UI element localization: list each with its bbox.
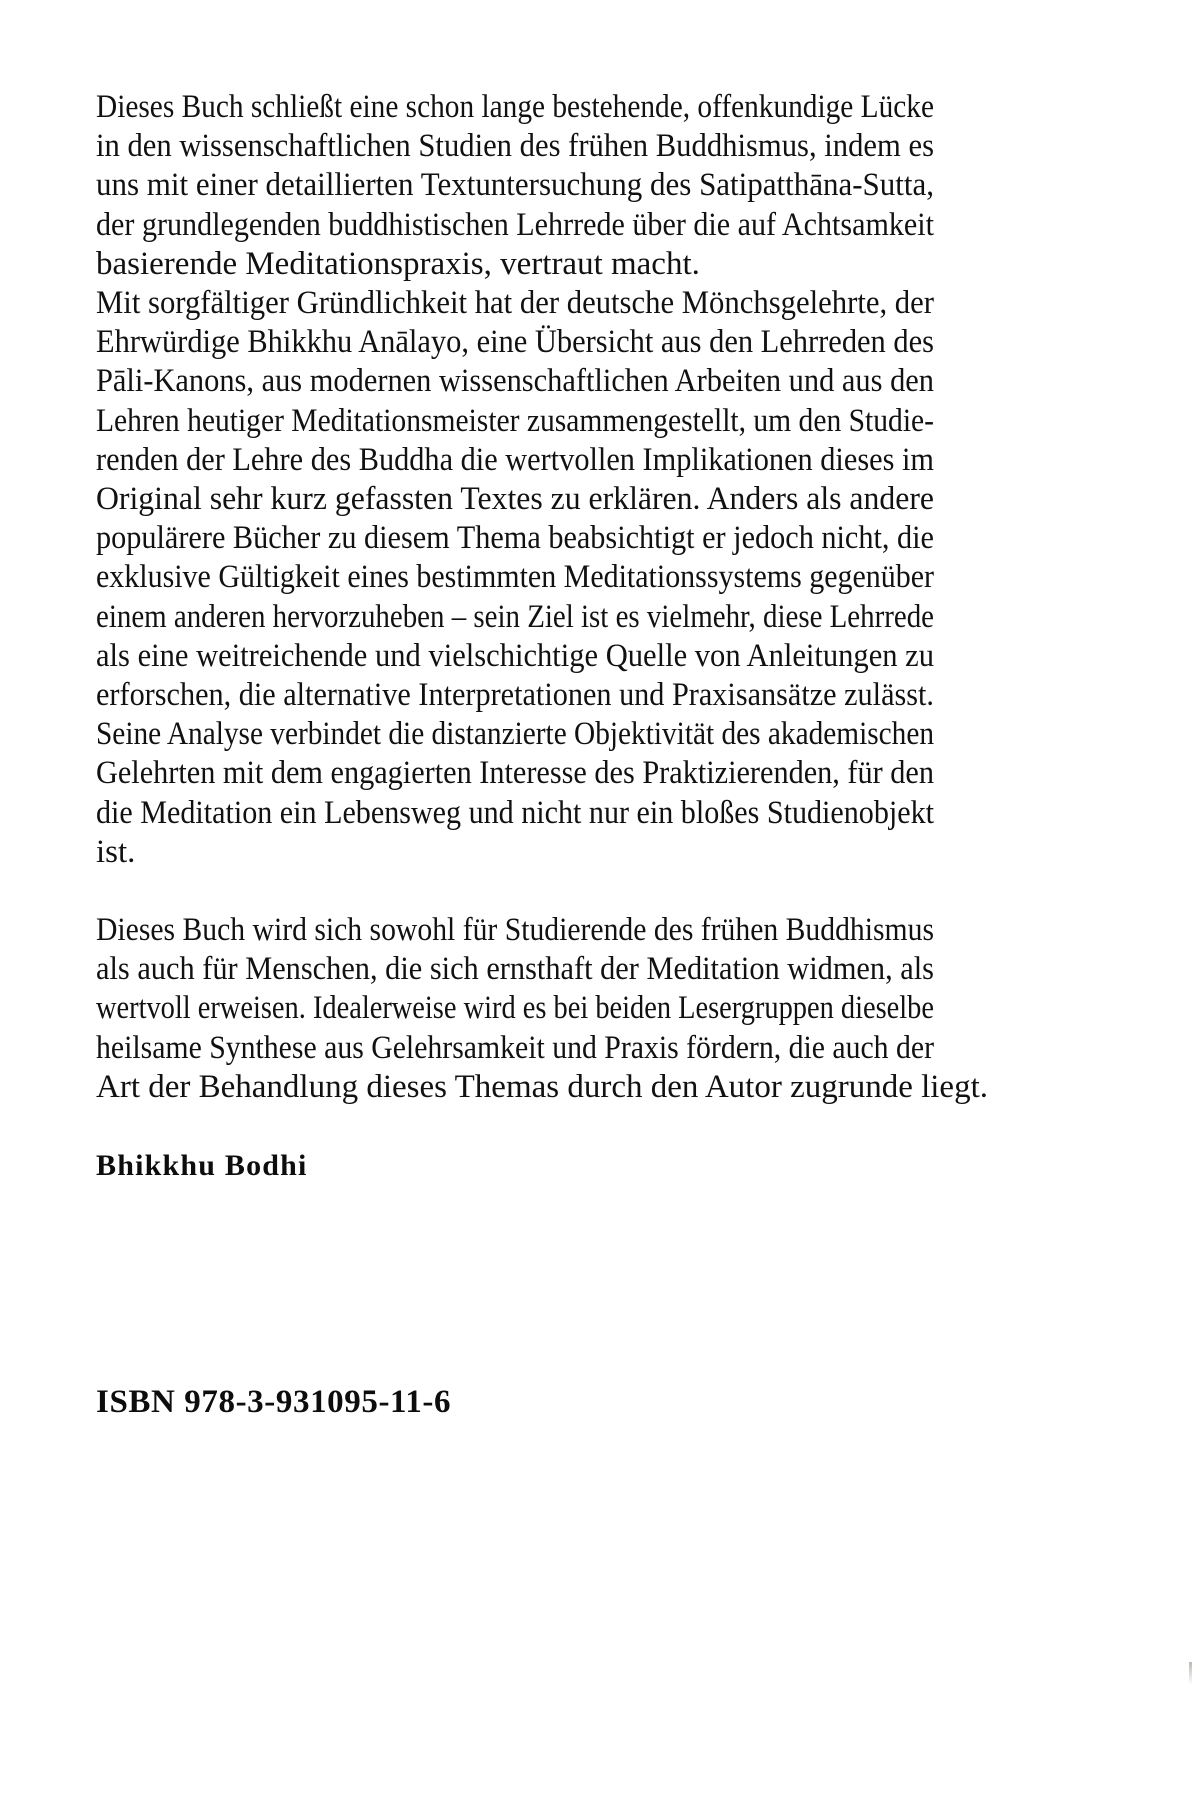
text-line: populärere Bücher zu diesem Thema beabsichtigt er jedoch nicht, die <box>96 520 934 557</box>
paragraph-group-two <box>96 911 988 1107</box>
text-line: der grundlegenden buddhistischen Lehrrede über die auf Achtsamkeit <box>96 206 934 243</box>
isbn-text: ISBN 978-3-931095-11-6 <box>96 1384 452 1420</box>
text-line: Ehrwürdige Bhikkhu Anālayo, eine Übersicht aus den Lehrreden des <box>96 324 934 361</box>
isbn-block <box>96 1382 934 1422</box>
text-line: basierende Meditationspraxis, vertraut macht. <box>96 245 700 282</box>
text-line: erforschen, die alternative Interpretationen und Praxisansätze zulässt. <box>96 677 934 714</box>
text-line: in den wissenschaftlichen Studien des frühen Buddhismus, indem es <box>96 128 934 165</box>
text-line: als eine weitreichende und vielschichtige Quelle von Anleitungen zu <box>96 637 934 674</box>
signature-spacer <box>96 1107 934 1146</box>
paragraph-group-one <box>96 88 934 872</box>
text-line: renden der Lehre des Buddha die wertvollen Implikationen dieses im <box>96 441 934 478</box>
page-edge-mark <box>1189 1662 1192 1684</box>
text-line: Original sehr kurz gefassten Textes zu erklären. Anders als andere <box>96 481 934 518</box>
text-line: wertvoll erweisen. Idealerweise wird es bei beiden Lesergruppen dieselbe <box>96 990 934 1027</box>
text-line: Dieses Buch wird sich sowohl für Studierende des frühen Buddhismus <box>96 912 934 949</box>
text-line: heilsame Synthese aus Gelehrsamkeit und Praxis fördern, die auch der <box>96 1029 934 1066</box>
text-line: Seine Analyse verbindet die distanzierte Objektivität des akademischen <box>96 716 934 753</box>
text-line: Mit sorgfältiger Gründlichkeit hat der deutsche Mönchsgelehrte, der <box>96 285 934 322</box>
text-line: einem anderen hervorzuheben – sein Ziel ist es vielmehr, diese Lehrrede <box>96 598 934 635</box>
text-line: die Meditation ein Lebensweg und nicht nur ein bloßes Studienobjekt <box>96 794 934 831</box>
text-line: ist. <box>96 833 136 870</box>
text-line: als auch für Menschen, die sich ernsthaft der Meditation widmen, als <box>96 951 934 988</box>
text-line: Art der Behandlung dieses Themas durch den Autor zugrunde liegt. <box>96 1068 988 1105</box>
paragraph-spacer <box>96 872 934 911</box>
author-signature: Bhikkhu Bodhi <box>96 1149 308 1183</box>
text-line: exklusive Gültigkeit eines bestimmten Meditationssystems gegenüber <box>96 559 934 596</box>
text-line: Gelehrten mit dem engagierten Interesse des Praktizierenden, für den <box>96 755 934 792</box>
text-line: Lehren heutiger Meditationsmeister zusammengestellt, um den Studie- <box>96 402 934 439</box>
blurb-text-block <box>96 88 988 1185</box>
text-line: uns mit einer detaillierten Textuntersuchung des Satipatthāna-Sutta, <box>96 167 934 204</box>
text-line: Pāli-Kanons, aus modernen wissenschaftlichen Arbeiten und aus den <box>96 363 934 400</box>
text-line: Dieses Buch schließt eine schon lange bestehende, offenkundige Lücke <box>96 89 934 125</box>
